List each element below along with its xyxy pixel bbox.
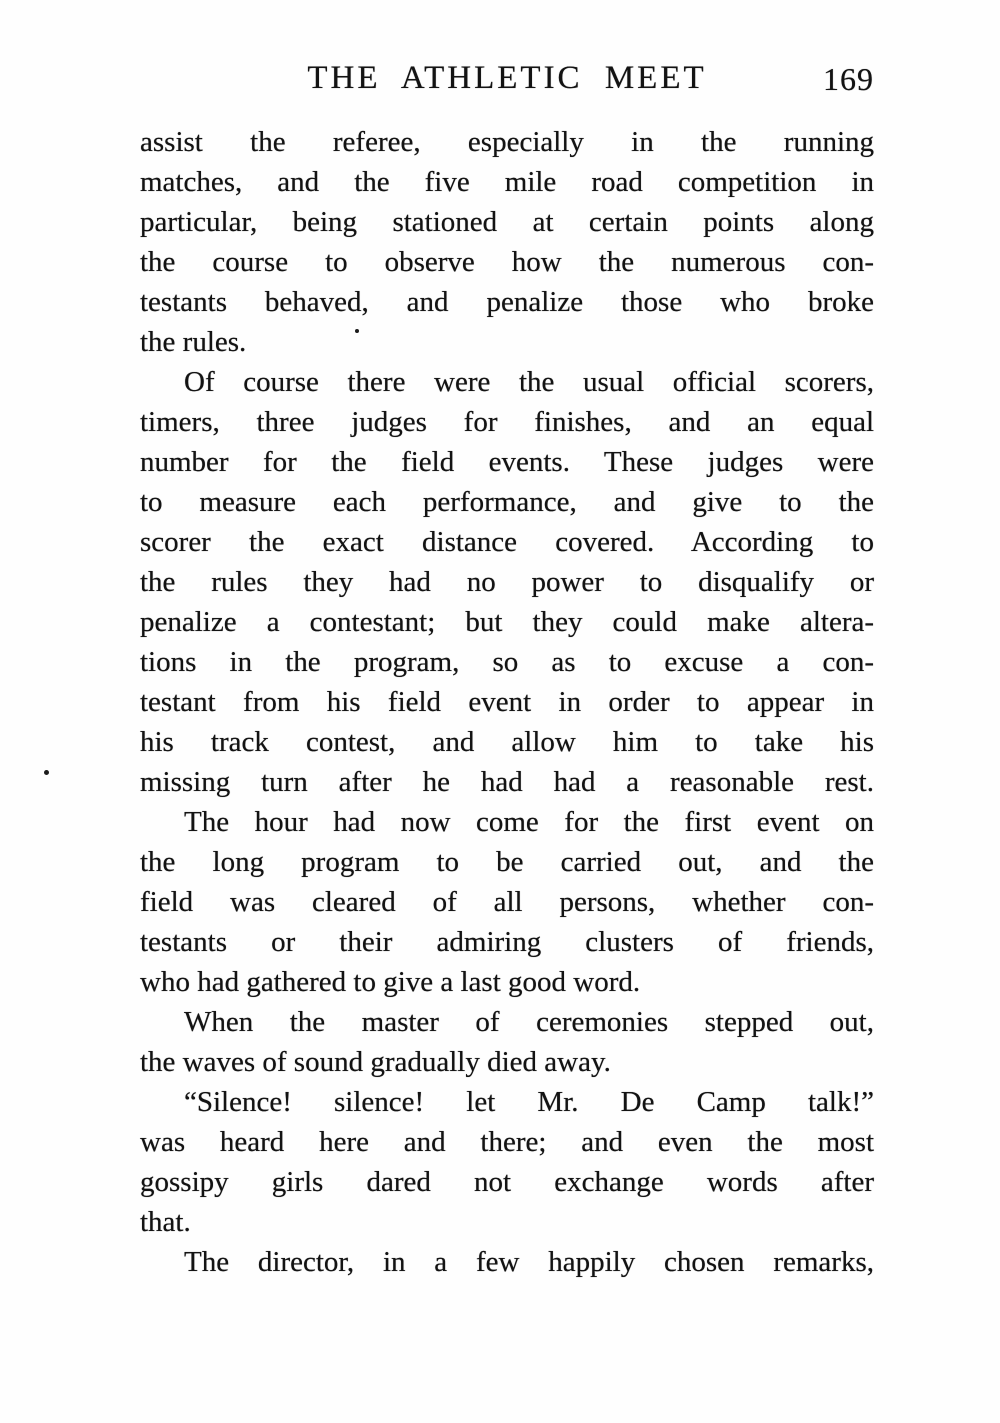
paragraph bbox=[140, 122, 874, 362]
paragraph bbox=[140, 362, 874, 802]
text-line: to measure each performance, and give to the bbox=[140, 486, 874, 518]
text-line: number for the field events. These judges were bbox=[140, 446, 874, 478]
text-line: Of course there were the usual official scorers, bbox=[184, 366, 874, 398]
paragraph bbox=[140, 1082, 874, 1242]
body-text bbox=[140, 122, 874, 1282]
text-line: field was cleared of all persons, whether con- bbox=[140, 886, 874, 918]
text-line: missing turn after he had had a reasonable rest. bbox=[140, 766, 874, 798]
paragraph bbox=[140, 802, 874, 1002]
page-header bbox=[140, 60, 874, 102]
text-line: The director, in a few happily chosen remarks, bbox=[184, 1246, 874, 1278]
ink-speck-artifact bbox=[44, 770, 49, 775]
text-line: “Silence! silence! let Mr. De Camp talk!” bbox=[184, 1086, 874, 1118]
text-line: testants behaved, and penalize those who broke bbox=[140, 286, 874, 318]
page-number: 169 bbox=[823, 61, 874, 97]
text-line: gossipy girls dared not exchange words after bbox=[140, 1166, 874, 1198]
text-line: the long program to be carried out, and the bbox=[140, 846, 874, 878]
text-line: matches, and the five mile road competition in bbox=[140, 166, 874, 198]
text-line: who had gathered to give a last good word. bbox=[140, 966, 641, 998]
running-title: THE ATHLETIC MEET bbox=[307, 60, 707, 96]
text-line: particular, being stationed at certain points along bbox=[140, 206, 874, 238]
text-line: penalize a contestant; but they could make altera- bbox=[140, 606, 874, 638]
text-line: was heard here and there; and even the most bbox=[140, 1126, 874, 1158]
text-line: When the master of ceremonies stepped out, bbox=[184, 1006, 874, 1038]
text-line: assist the referee, especially in the running bbox=[140, 126, 874, 158]
ink-speck-artifact bbox=[355, 329, 359, 333]
text-line: testants or their admiring clusters of friends, bbox=[140, 926, 874, 958]
text-line: tions in the program, so as to excuse a con- bbox=[140, 646, 874, 678]
text-line: The hour had now come for the first event on bbox=[184, 806, 874, 838]
paragraph bbox=[140, 1002, 874, 1082]
text-line: the waves of sound gradually died away. bbox=[140, 1046, 611, 1078]
text-line: the course to observe how the numerous con- bbox=[140, 246, 874, 278]
text-line: timers, three judges for finishes, and an equal bbox=[140, 406, 874, 438]
text-line: his track contest, and allow him to take his bbox=[140, 726, 874, 758]
text-line: the rules. bbox=[140, 326, 247, 358]
text-line: the rules they had no power to disqualify or bbox=[140, 566, 874, 598]
paragraph bbox=[140, 1242, 874, 1282]
text-line: scorer the exact distance covered. According to bbox=[140, 526, 874, 558]
text-line: testant from his field event in order to appear in bbox=[140, 686, 874, 718]
text-line: that. bbox=[140, 1206, 191, 1238]
